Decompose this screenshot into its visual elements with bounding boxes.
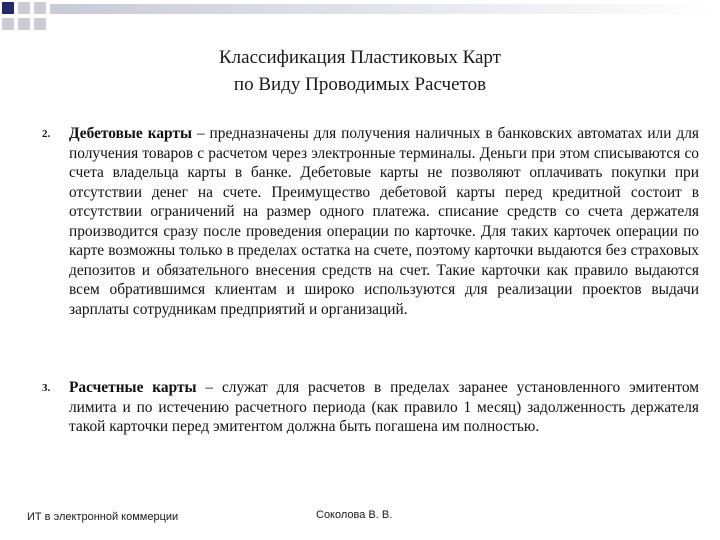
list-item-number: 3. <box>42 382 51 394</box>
deco-square <box>2 2 14 14</box>
deco-bar <box>50 4 720 14</box>
list-item-description: – предназначены для получения наличных в банковских автоматах или для получения товаров с расчетом через электронные терминалы. Деньги при этом списываются со счета владельца карты в банке. Дебетовые карты не позволяют оплачивать покупки при отсутствии денег на счете. Преимущество дебетовой карты перед кредитной состоит в отсутствии ограничений на размер одного платежа. списание средств со счета держателя производится сразу после проведения операции по карточке. Для таких карточек операции по карте возможны только в пределах остатка на счете, поэтому карточки выдаются без страховых депозитов и обязательного внесения средств на счет. Такие карточки как правило выдаются всем обратившимся клиентам и широко используются для реализации проектов выдачи зарплаты сотрудникам предприятий и организаций. <box>69 125 699 318</box>
list-item-term: Расчетные карты <box>69 379 197 396</box>
title-line-2: по Виду Проводимых Расчетов <box>233 74 487 95</box>
deco-square <box>18 2 30 14</box>
deco-square <box>18 18 30 30</box>
list-item-text <box>69 378 699 437</box>
footer-author: Соколова В. В. <box>316 509 393 521</box>
list-item-number: 2. <box>42 128 51 140</box>
deco-square <box>2 18 14 30</box>
list-item-description: – служат для расчетов в пределах заранее установленного эмитентом лимита и по истечению расчетного периода (как правило 1 месяц) задолженность держателя такой карточки перед эмитентом должна быть погашена им полностью. <box>69 379 699 435</box>
list-item-term: Дебетовые карты <box>69 125 192 142</box>
deco-square <box>34 2 46 14</box>
footer-course-title: ИТ в электронной коммерции <box>27 511 179 523</box>
slide-title <box>150 44 570 98</box>
deco-square <box>34 18 46 30</box>
corner-decoration <box>0 0 720 40</box>
title-line-1: Классификация Пластиковых Карт <box>218 47 501 68</box>
list-item-text <box>69 124 699 319</box>
